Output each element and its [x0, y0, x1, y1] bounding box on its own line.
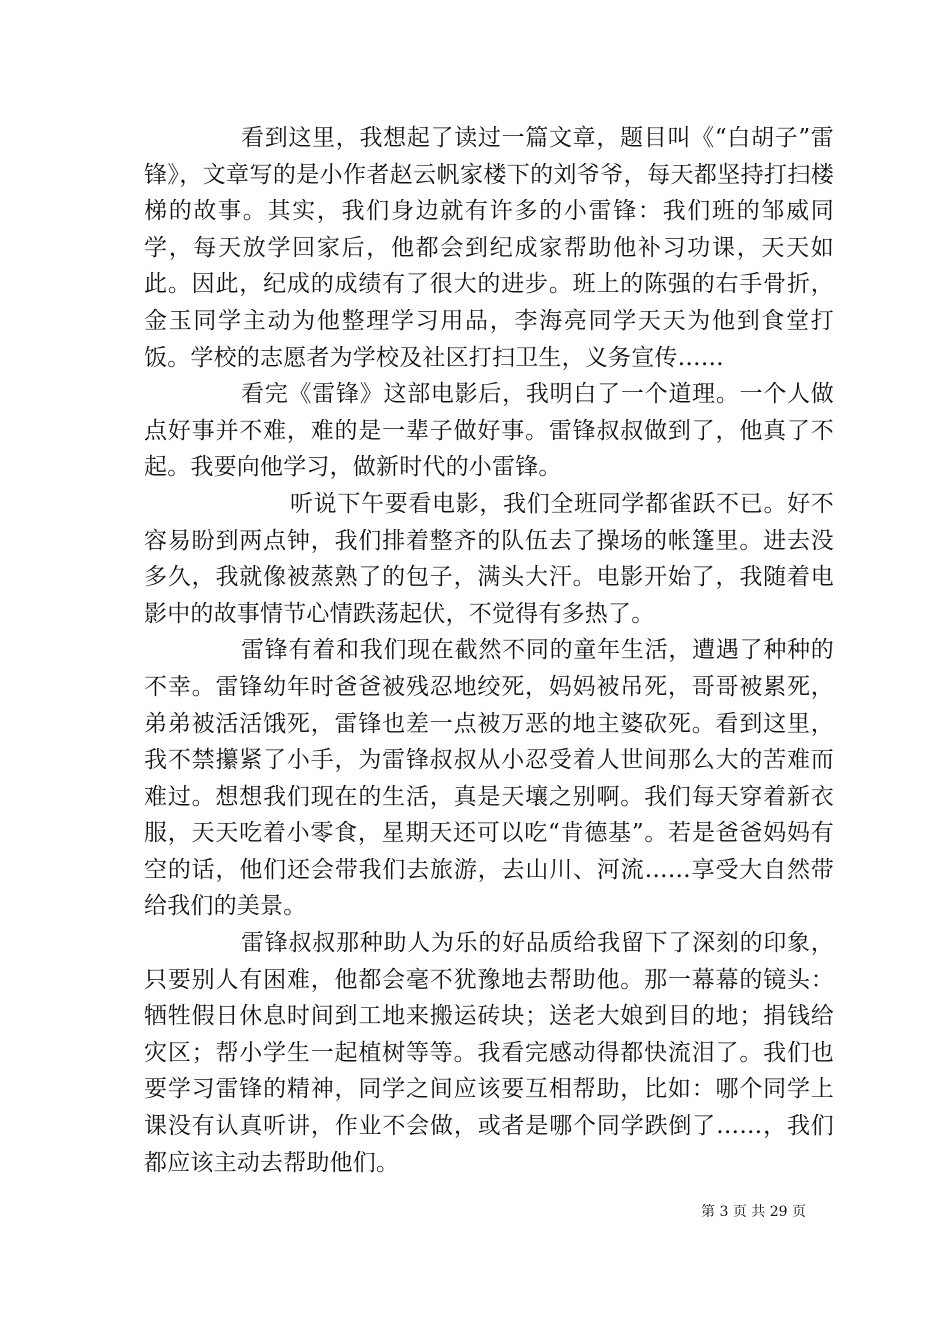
paragraph-2: 看完《雷锋》这部电影后，我明白了一个道理。一个人做点好事并不难，难的是一辈子做好事。雷锋叔叔做到了，他真了不起。我要向他学习，做新时代的小雷锋。	[144, 381, 834, 481]
page-number-footer: 第 3 页 共 29 页	[701, 1204, 806, 1220]
paragraph-4: 雷锋有着和我们现在截然不同的童年生活，遭遇了种种的不幸。雷锋幼年时爸爸被残忍地绞死，妈妈被吊死，哥哥被累死，弟弟被活活饿死，雷锋也差一点被万恶的地主婆砍死。看到这里，我不禁攥紧了小手，为雷锋叔叔从小忍受着人世间那么大的苦难而难过。想想我们现在的生活，真是天壤之别啊。我们每天穿着新衣服，天天吃着小零食，星期天还可以吃“肯德基”。若是爸爸妈妈有空的话，他们还会带我们去旅游，去山川、河流……享受大自然带给我们的美景。	[144, 637, 834, 920]
document-body	[144, 120, 834, 1181]
paragraph-5: 雷锋叔叔那种助人为乐的好品质给我留下了深刻的印象，只要别人有困难，他都会毫不犹豫地去帮助他。那一幕幕的镜头：牺牲假日休息时间到工地来搬运砖块；送老大娘到目的地；捐钱给灾区；帮小学生一起植树等等。我看完感动得都快流泪了。我们也要学习雷锋的精神，同学之间应该要互相帮助，比如：哪个同学上课没有认真听讲，作业不会做，或者是哪个同学跌倒了……，我们都应该主动去帮助他们。	[144, 930, 834, 1176]
paragraph-1: 看到这里，我想起了读过一篇文章，题目叫《“白胡子”雷锋》，文章写的是小作者赵云帆家楼下的刘爷爷，每天都坚持打扫楼梯的故事。其实，我们身边就有许多的小雷锋：我们班的邹威同学，每天放学回家后，他都会到纪成家帮助他补习功课，天天如此。因此，纪成的成绩有了很大的进步。班上的陈强的右手骨折，金玉同学主动为他整理学习用品，李海亮同学天天为他到食堂打饭。学校的志愿者为学校及社区打扫卫生，义务宣传……	[144, 125, 834, 371]
paragraph-3: 听说下午要看电影，我们全班同学都雀跃不已。好不容易盼到两点钟，我们排着整齐的队伍去了操场的帐篷里。进去没多久，我就像被蒸熟了的包子，满头大汗。电影开始了，我随着电影中的故事情节心情跌荡起伏，不觉得有多热了。	[144, 490, 834, 627]
